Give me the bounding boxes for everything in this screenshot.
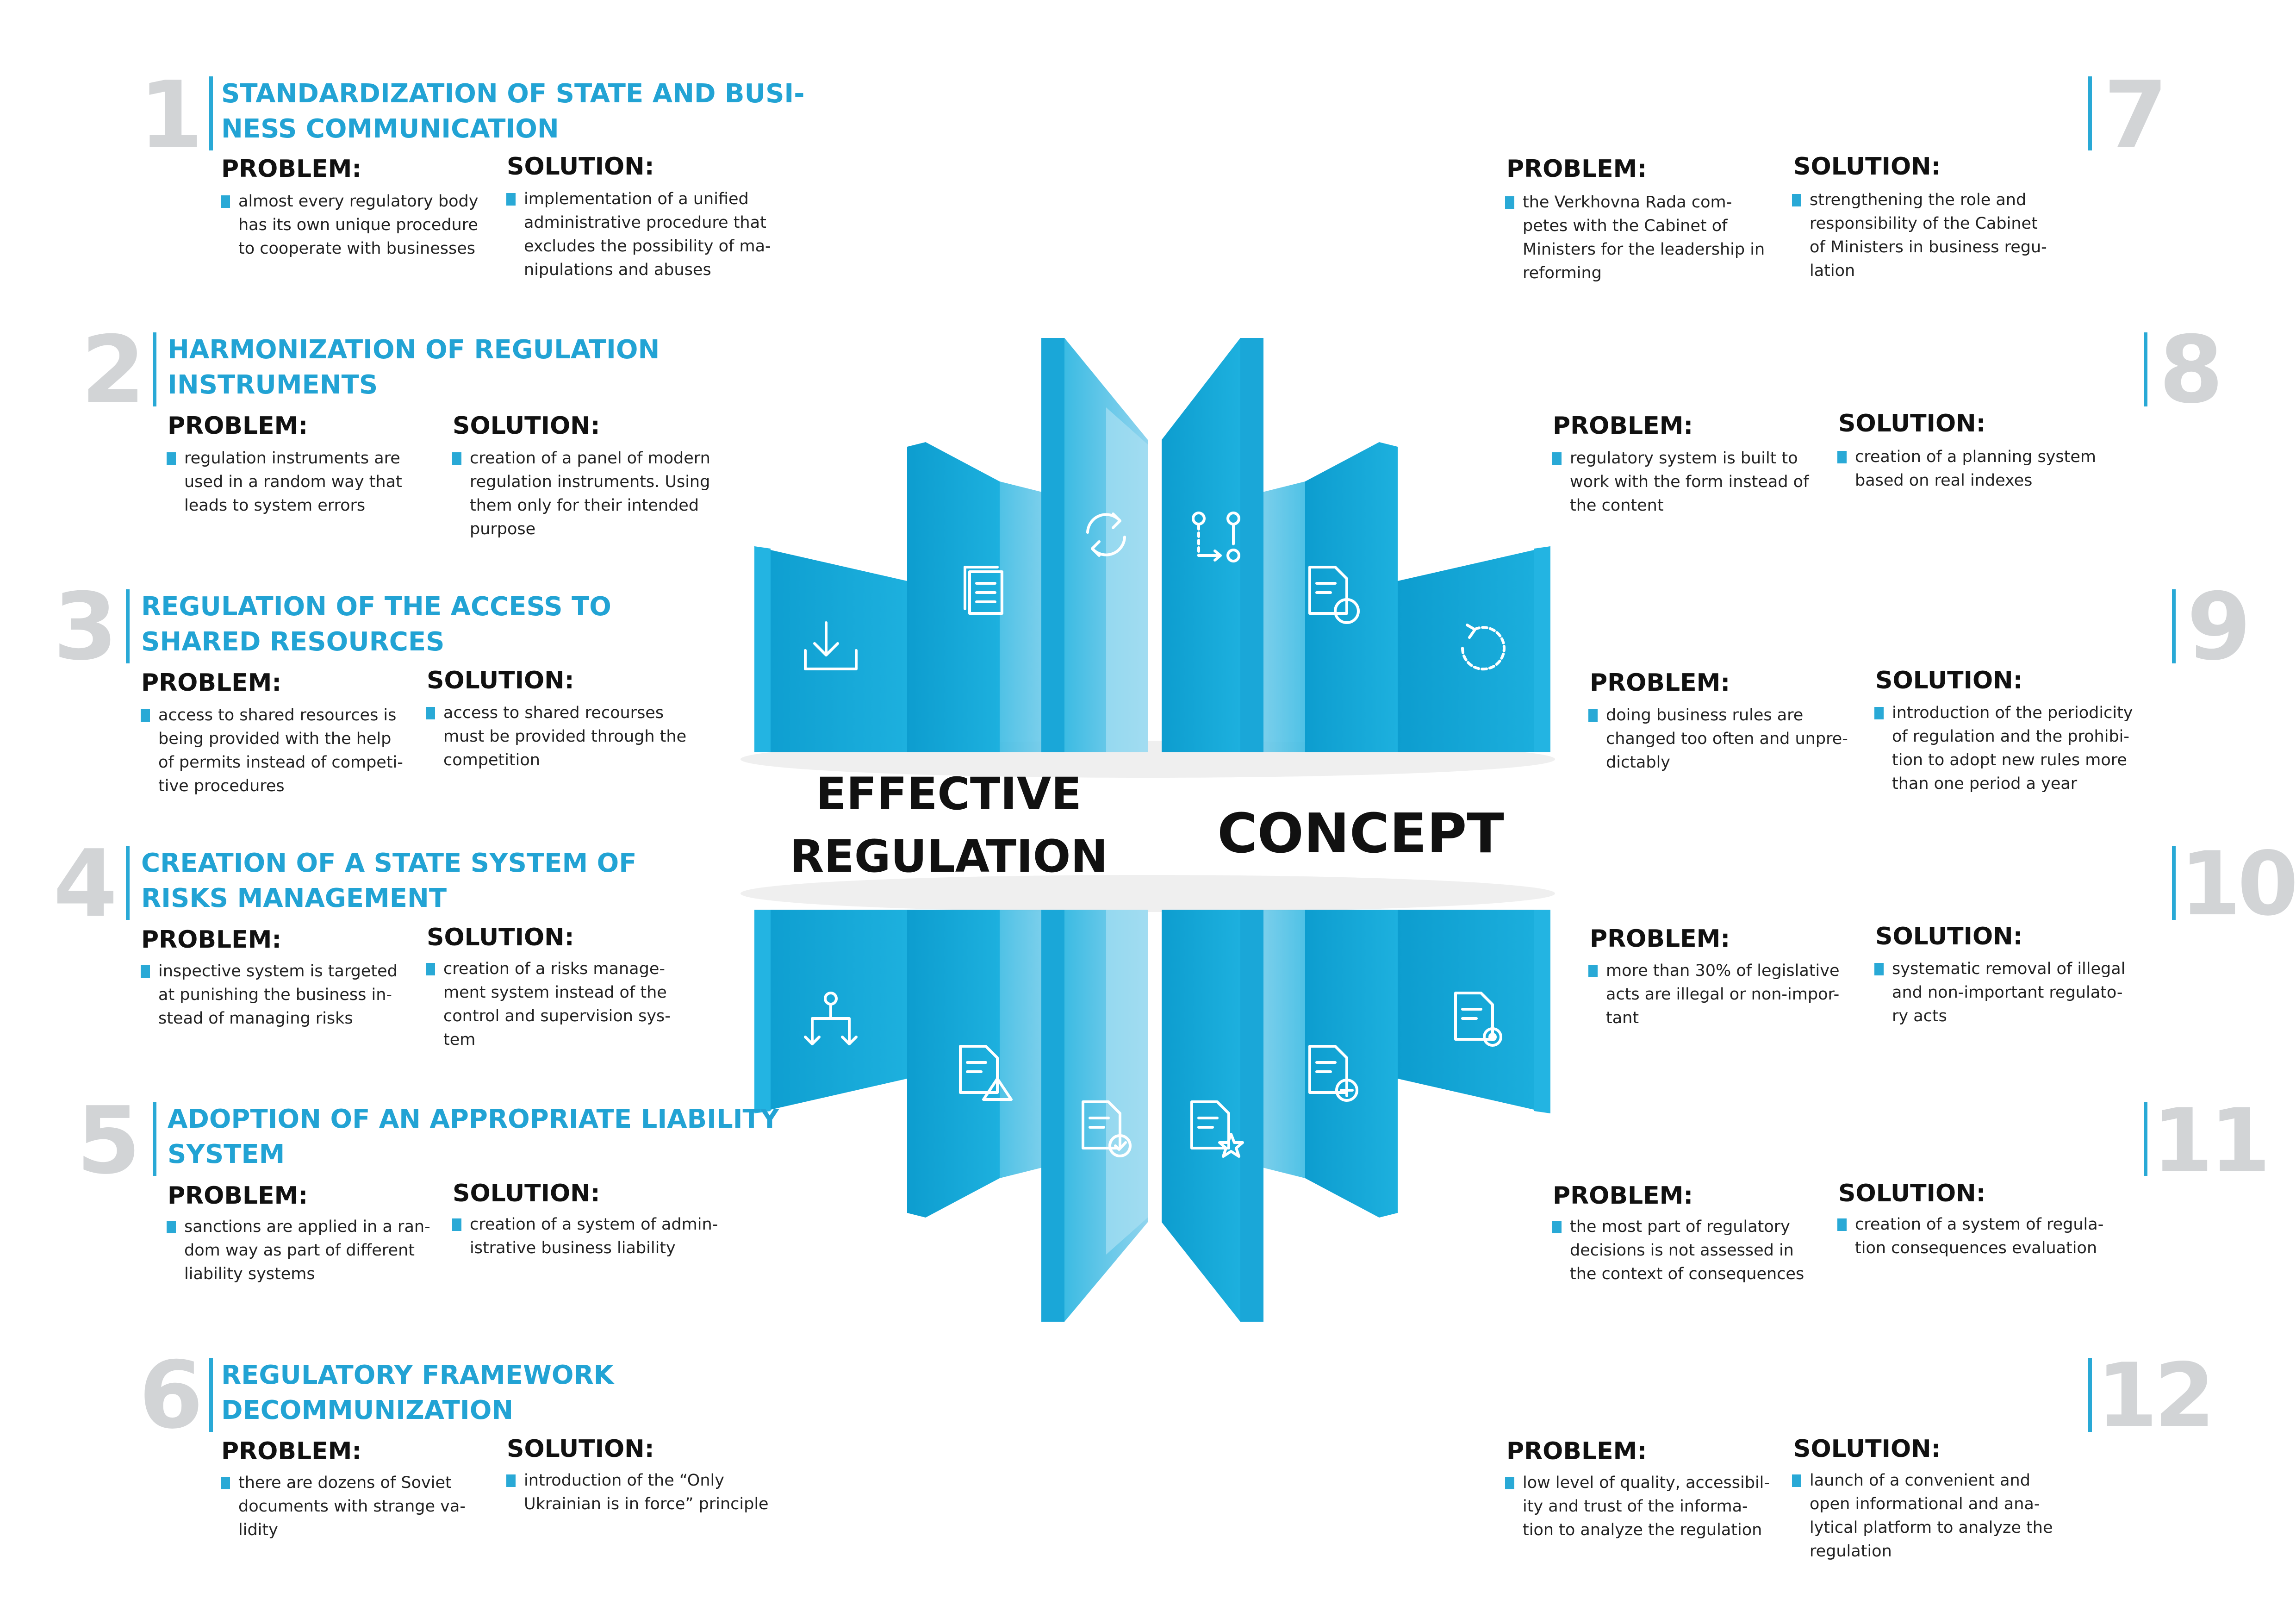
problem-label: PROBLEM: bbox=[141, 669, 282, 697]
item-number: 4 bbox=[53, 830, 114, 938]
solution-label: SOLUTION: bbox=[1875, 923, 2023, 950]
title-divider bbox=[2172, 589, 2176, 663]
title-divider bbox=[2144, 1102, 2147, 1176]
solution-text: creation of a risks manage- ment system instead of the control and supervision sys- tem bbox=[443, 957, 703, 1052]
solution-label: SOLUTION: bbox=[1838, 1180, 1986, 1207]
solution-text: launch of a convenient and open informational and ana- lytical platform to analyze the regulation bbox=[1810, 1469, 2060, 1563]
problem-label: PROBLEM: bbox=[1506, 1437, 1647, 1465]
solution-label: SOLUTION: bbox=[1793, 153, 1941, 181]
item-number: 7 bbox=[2103, 62, 2165, 169]
item-title-line-2: SHARED RESOURCES bbox=[141, 627, 445, 657]
problem-label: PROBLEM: bbox=[221, 155, 362, 183]
item-title-line-1: ADOPTION OF AN APPROPRIATE LIABILITY bbox=[168, 1104, 779, 1134]
title-divider bbox=[2172, 846, 2176, 920]
solution-text: access to shared recourses must be provided through the competition bbox=[443, 701, 703, 772]
item-title-line-1: CREATION OF A STATE SYSTEM OF bbox=[141, 848, 637, 878]
item-title-line-1: HARMONIZATION OF REGULATION bbox=[168, 335, 660, 365]
problem-text: the Verkhovna Rada com- petes with the Cabinet of Ministers for the leadership in reforming bbox=[1523, 191, 1773, 285]
item-number: 12 bbox=[2097, 1344, 2212, 1447]
bottom-left-panels bbox=[754, 910, 1148, 1322]
solution-text: strengthening the role and responsibility of the Cabinet of Ministers in business regu- lation bbox=[1810, 188, 2057, 283]
title-divider bbox=[2088, 76, 2092, 150]
solution-label: SOLUTION: bbox=[453, 412, 600, 440]
title-divider bbox=[2088, 1358, 2092, 1432]
solution-text: introduction of the “Only Ukrainian is in force” principle bbox=[524, 1469, 783, 1516]
title-divider bbox=[126, 846, 130, 920]
problem-label: PROBLEM: bbox=[1590, 669, 1730, 697]
problem-label: PROBLEM: bbox=[168, 412, 308, 440]
problem-label: PROBLEM: bbox=[1506, 155, 1647, 183]
solution-label: SOLUTION: bbox=[427, 667, 574, 694]
center-word-regulation: REGULATION bbox=[790, 831, 1108, 882]
solution-text: introduction of the periodicity of regulation and the prohibi- tion to adopt new rules more than one period a year bbox=[1892, 701, 2151, 796]
title-divider bbox=[209, 1358, 213, 1432]
problem-label: PROBLEM: bbox=[168, 1182, 308, 1210]
item-title-line-1: REGULATION OF THE ACCESS TO bbox=[141, 592, 611, 622]
problem-label: PROBLEM: bbox=[1553, 412, 1693, 440]
problem-text: access to shared resources is being provided with the help of permits instead of competi- tive procedures bbox=[158, 704, 411, 798]
item-title-line-2: DECOMMUNIZATION bbox=[221, 1395, 514, 1425]
title-divider bbox=[126, 589, 130, 663]
item-title-line-1: REGULATORY FRAMEWORK bbox=[221, 1360, 614, 1390]
top-right-panels bbox=[1162, 338, 1550, 752]
item-number: 8 bbox=[2159, 316, 2220, 424]
item-title-line-1: STANDARDIZATION OF STATE AND BUSI- bbox=[221, 79, 805, 109]
solution-label: SOLUTION: bbox=[507, 153, 654, 181]
problem-text: inspective system is targeted at punishing the business in- stead of managing risks bbox=[158, 960, 399, 1031]
problem-text: low level of quality, accessibil- ity and trust of the informa- tion to analyze the regulation bbox=[1523, 1471, 1775, 1542]
solution-label: SOLUTION: bbox=[1875, 667, 2023, 694]
title-divider bbox=[153, 332, 156, 406]
problem-text: the most part of regulatory decisions is not assessed in the context of consequences bbox=[1570, 1215, 1817, 1286]
problem-text: more than 30% of legislative acts are illegal or non-impor- tant bbox=[1606, 959, 1858, 1030]
center-word-effective: EFFECTIVE bbox=[816, 768, 1082, 820]
solution-label: SOLUTION: bbox=[427, 924, 574, 951]
problem-text: there are dozens of Soviet documents with strange va- lidity bbox=[238, 1471, 484, 1542]
solution-text: implementation of a unified administrative procedure that excludes the possibility of ma- nipulations and abuses bbox=[524, 187, 783, 282]
center-word-concept: CONCEPT bbox=[1217, 801, 1504, 865]
solution-label: SOLUTION: bbox=[1793, 1435, 1941, 1463]
item-title-line-2: NESS COMMUNICATION bbox=[221, 114, 559, 144]
solution-text: creation of a planning system based on real indexes bbox=[1855, 445, 2114, 493]
title-divider bbox=[153, 1102, 156, 1176]
title-divider bbox=[2144, 332, 2147, 406]
item-number: 1 bbox=[139, 62, 200, 169]
problem-label: PROBLEM: bbox=[221, 1437, 362, 1465]
item-title-line-2: RISKS MANAGEMENT bbox=[141, 883, 447, 913]
item-title-line-2: INSTRUMENTS bbox=[168, 370, 378, 400]
item-number: 11 bbox=[2152, 1090, 2267, 1192]
problem-text: regulatory system is built to work with the form instead of the content bbox=[1570, 447, 1820, 518]
problem-label: PROBLEM: bbox=[1590, 925, 1730, 953]
solution-label: SOLUTION: bbox=[453, 1180, 600, 1207]
top-left-panels bbox=[754, 338, 1148, 752]
title-divider bbox=[209, 76, 213, 150]
solution-label: SOLUTION: bbox=[1838, 410, 1986, 437]
problem-label: PROBLEM: bbox=[141, 926, 282, 954]
problem-text: doing business rules are changed too often and unpre- dictably bbox=[1606, 704, 1851, 775]
item-number: 5 bbox=[76, 1087, 137, 1195]
item-title-line-2: SYSTEM bbox=[168, 1139, 285, 1169]
item-number: 2 bbox=[81, 316, 142, 424]
solution-text: creation of a system of regula- tion consequences evaluation bbox=[1855, 1213, 2114, 1260]
problem-label: PROBLEM: bbox=[1553, 1182, 1693, 1210]
solution-text: systematic removal of illegal and non-important regulato- ry acts bbox=[1892, 957, 2151, 1028]
problem-text: regulation instruments are used in a random way that leads to system errors bbox=[184, 447, 427, 518]
item-number: 6 bbox=[139, 1342, 200, 1449]
solution-text: creation of a panel of modern regulation instruments. Using them only for their intended purpose bbox=[470, 447, 729, 541]
solution-text: creation of a system of admin- istrative business liability bbox=[470, 1213, 729, 1260]
item-number: 3 bbox=[53, 573, 114, 681]
item-number: 9 bbox=[2187, 573, 2248, 681]
solution-label: SOLUTION: bbox=[507, 1435, 654, 1463]
problem-text: sanctions are applied in a ran- dom way as part of different liability systems bbox=[184, 1215, 434, 1286]
item-number: 10 bbox=[2180, 833, 2295, 935]
problem-text: almost every regulatory body has its own unique procedure to cooperate with businesses bbox=[238, 190, 484, 261]
bottom-right-panels bbox=[1162, 910, 1550, 1322]
